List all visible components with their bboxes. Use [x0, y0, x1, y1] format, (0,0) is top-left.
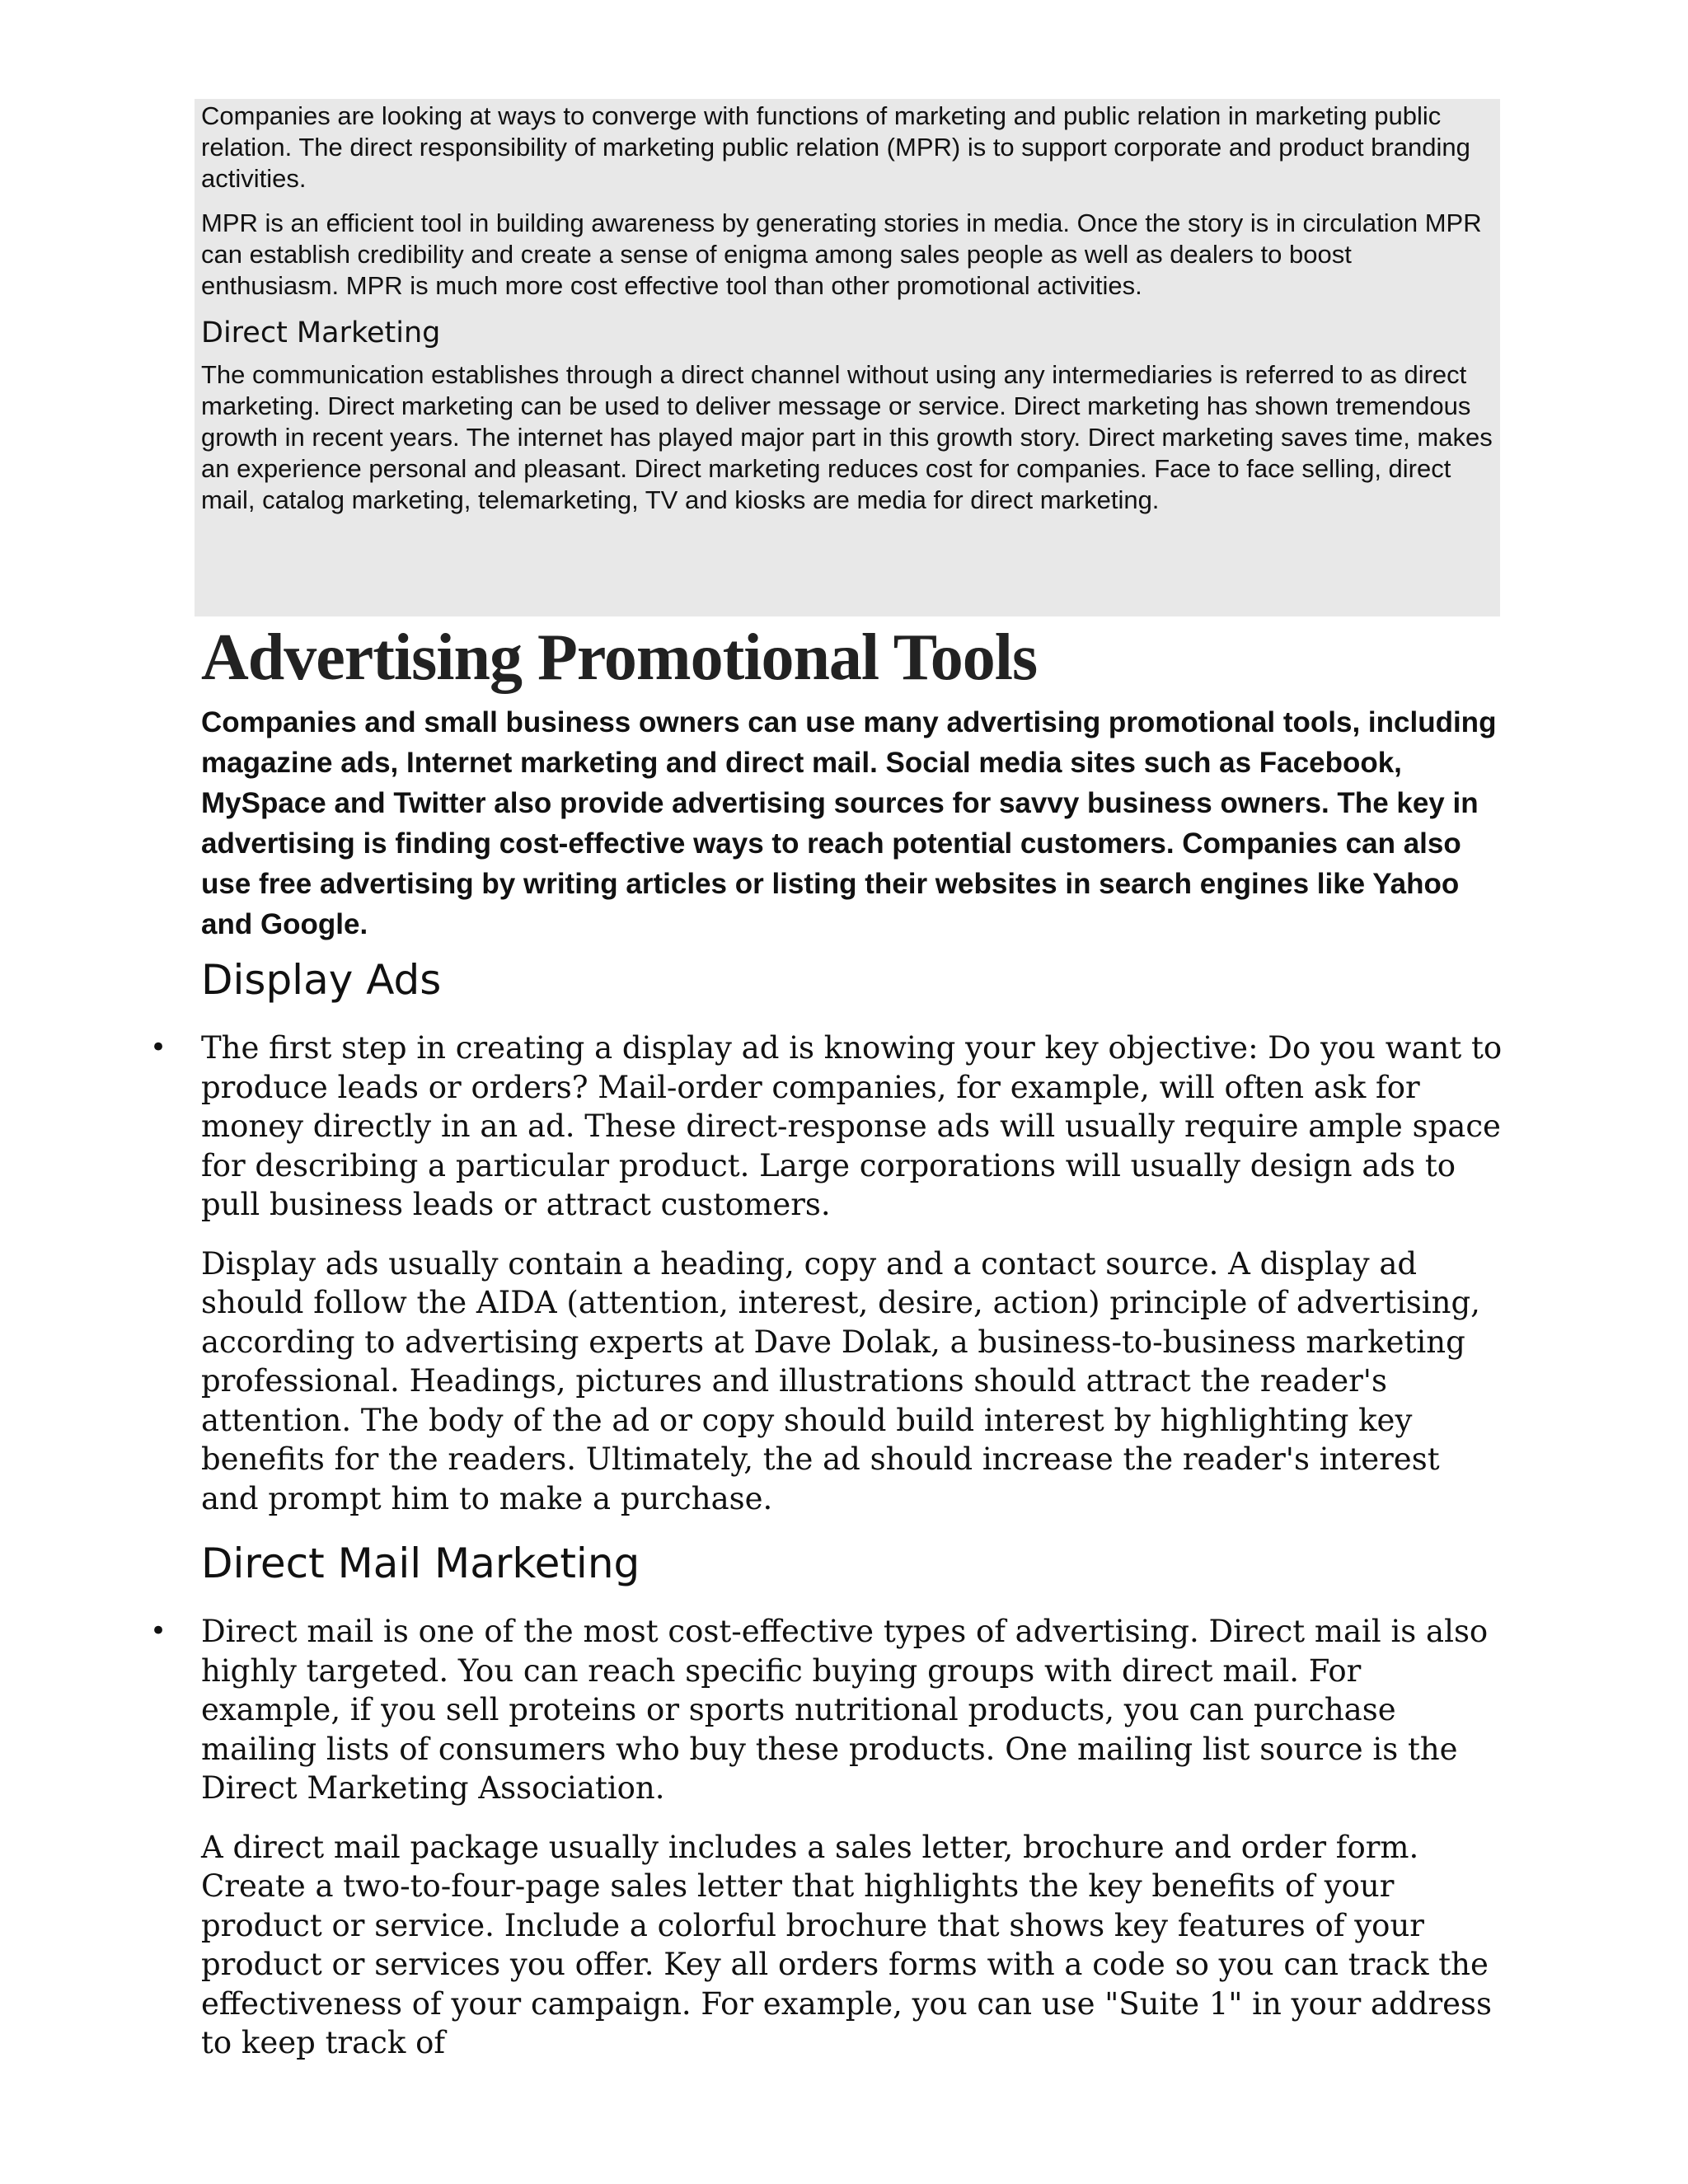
mpr-paragraph-1: Companies are looking at ways to converge with functions of marketing and public relation in marketing public relation. The direct responsibility of marketing public relation (MPR) is to support corporate and product branding activities.	[201, 101, 1470, 193]
shaded-text-block	[195, 99, 1500, 616]
article-content	[201, 620, 1503, 2083]
direct-marketing-heading: Direct Marketing	[201, 316, 441, 349]
article-title: Advertising Promotional Tools	[201, 621, 1038, 694]
direct-mail-bullet-item: • Direct mail is one of the most cost-effective types of advertising. Direct mail is also highly targeted. You can reach specific buying groups with direct mail. For example, if you sell proteins or sports nutritional products, you can purchase mailing lists of consumers who buy these products. One mailing list source is the Direct Marketing Association.	[201, 1612, 1503, 1808]
mpr-paragraph-2: MPR is an efficient tool in building awareness by generating stories in media. Once the story is in circulation MPR can establish credibility and create a sense of enigma among sales people as well as dealers to boost enthusiasm. MPR is much more cost effective tool than other promotional activities.	[201, 209, 1482, 300]
direct-marketing-paragraph: The communication establishes through a direct channel without using any intermediaries is referred to as direct marketing. Direct marketing can be used to deliver message or service. Direct marketing has shown tremendous growth in recent years. The internet has played major part in this growth story. Direct marketing saves time, makes an experience personal and pleasant. Direct marketing reduces cost for companies. Face to face selling, direct mail, catalog marketing, telemarketing, TV and kiosks are media for direct marketing.	[201, 360, 1493, 514]
display-ads-paragraph: Display ads usually contain a heading, copy and a contact source. A display ad should follow the AIDA (attention, interest, desire, action) principle of advertising, according to advertising experts at Dave Dolak, a business-to-business marketing professional. Headings, pictures and illustrations should attract the reader's attention. The body of the ad or copy should build interest by highlighting key benefits for the readers. Ultimately, the ad should increase the reader's interest and prompt him to make a purchase.	[201, 1245, 1480, 1516]
direct-mail-marketing-heading: Direct Mail Marketing	[201, 1540, 640, 1587]
display-ads-bullet-item: • The first step in creating a display ad is knowing your key objective: Do you want to produce leads or orders? Mail-order companies, for example, will often ask for money directly in an ad. These direct-response ads will usually require ample space for describing a particular product. Large corporations will usually design ads to pull business leads or attract customers.	[201, 1029, 1503, 1225]
article-lead: Companies and small business owners can use many advertising promotional tools, including magazine ads, Internet marketing and direct mail. Social media sites such as Facebook, MySpace and Twitter also provide advertising sources for savvy business owners. The key in advertising is finding cost-effective ways to reach potential customers. Companies can also use free advertising by writing articles or listing their websites in search engines like Yahoo and Google.	[201, 706, 1497, 940]
direct-mail-paragraph: A direct mail package usually includes a sales letter, brochure and order form. Create a two-to-four-page sales letter that highlights the key benefits of your product or service. Include a colorful brochure that shows key features of your product or services you offer. Key all orders forms with a code so you can track the effectiveness of your campaign. For example, you can use "Suite 1" in your address to keep track of	[201, 1829, 1493, 2060]
display-ads-heading: Display Ads	[201, 956, 442, 1004]
